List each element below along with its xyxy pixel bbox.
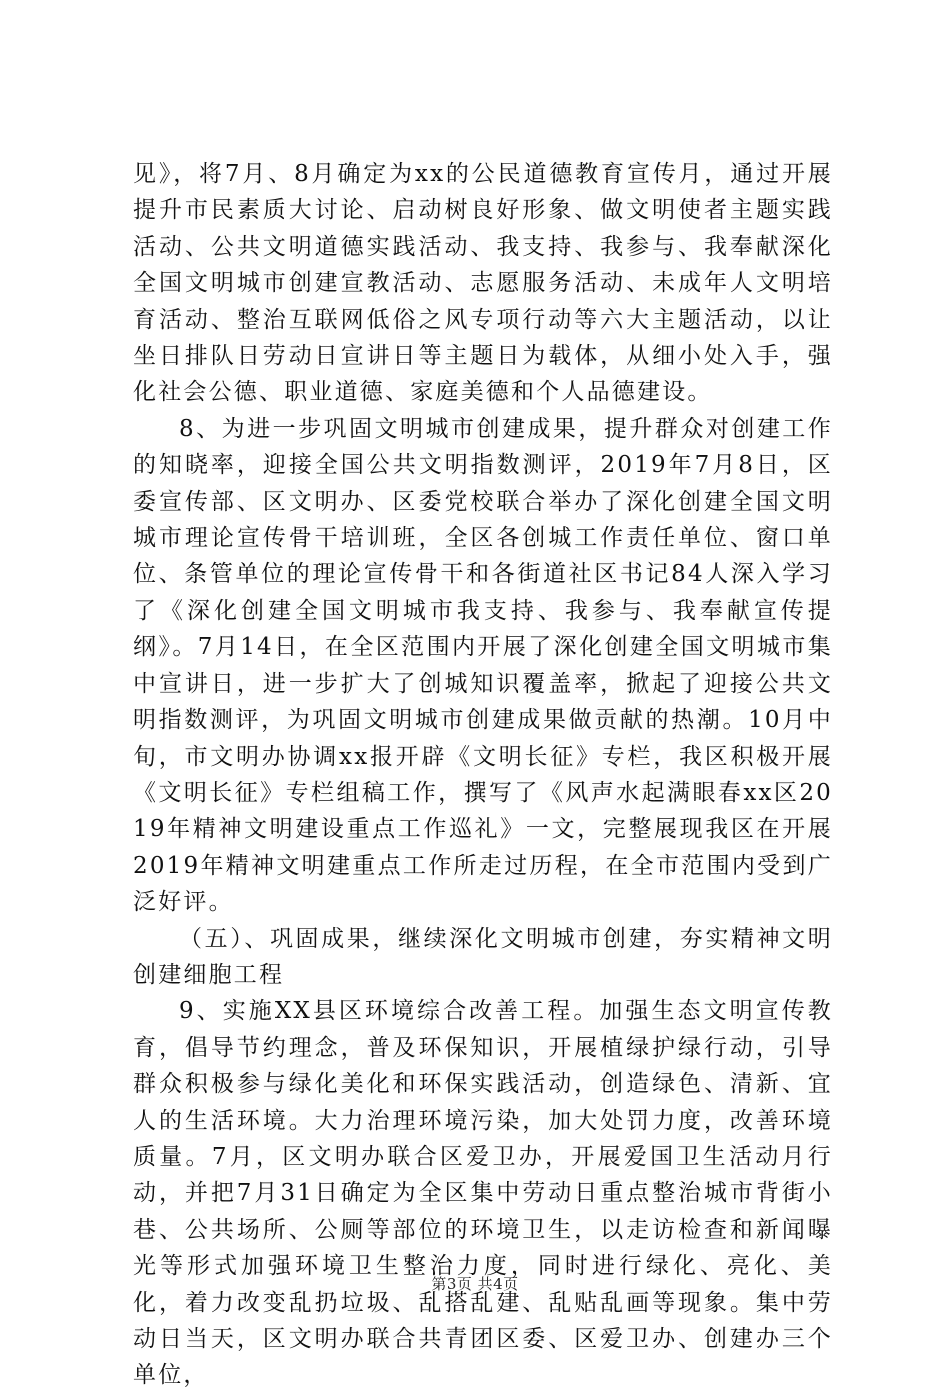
section-heading-5: （五）、巩固成果，继续深化文明城市创建，夯实精神文明创建细胞工程	[133, 925, 833, 988]
paragraph-item-9: 9、实施XX县区环境综合改善工程。加强生态文明宣传教育，倡导节约理念，普及环保知识，开展植绿护绿行动，引导群众积极参与绿化美化和环保实践活动，创造绿色、清新、宜人的生活环境。大力治理环境污染，加大处罚力度，改善环境质量。7月，区文明办联合区爱卫办，开展爱国卫生活动月行动，并把7月31日确定为全区集中劳动日重点整治城市背街小巷、公共场所、公厕等部位的环境卫生，以走访检查和新闻曝光等形式加强环境卫生整治力度，同时进行绿化、亮化、美化，着力改变乱扔垃圾、乱搭乱建、乱贴乱画等现象。集中劳动日当天，区文明办联合共青团区委、区爱卫办、创建办三个单位，	[133, 998, 833, 1389]
document-body	[133, 156, 833, 1394]
page-footer: 第3页 共4页	[431, 1275, 519, 1293]
paragraph-continuation: 见》，将7月、8月确定为xx的公民道德教育宣传月，通过开展提升市民素质大讨论、启动树良好形象、做文明使者主题实践活动、公共文明道德实践活动、我支持、我参与、我奉献深化全国文明城市创建宣教活动、志愿服务活动、未成年人文明培育活动、整治互联网低俗之风专项行动等六大主题活动，以让坐日排队日劳动日宣讲日等主题日为载体，从细小处入手，强化社会公德、职业道德、家庭美德和个人品德建设。	[133, 161, 833, 406]
paragraph-item-8: 8、为进一步巩固文明城市创建成果，提升群众对创建工作的知晓率，迎接全国公共文明指数测评，2019年7月8日，区委宣传部、区文明办、区委党校联合举办了深化创建全国文明城市理论宣传骨干培训班，全区各创城工作责任单位、窗口单位、条管单位的理论宣传骨干和各街道社区书记84人深入学习了《深化创建全国文明城市我支持、我参与、我奉献宣传提纲》。7月14日，在全区范围内开展了深化创建全国文明城市集中宣讲日，进一步扩大了创城知识覆盖率，掀起了迎接公共文明指数测评，为巩固文明城市创建成果做贡献的热潮。10月中旬，市文明办协调xx报开辟《文明长征》专栏，我区积极开展《文明长征》专栏组稿工作，撰写了《风声水起满眼春xx区2019年精神文明建设重点工作巡礼》一文，完整展现我区在开展2019年精神文明建重点工作所走过历程，在全市范围内受到广泛好评。	[133, 415, 833, 916]
